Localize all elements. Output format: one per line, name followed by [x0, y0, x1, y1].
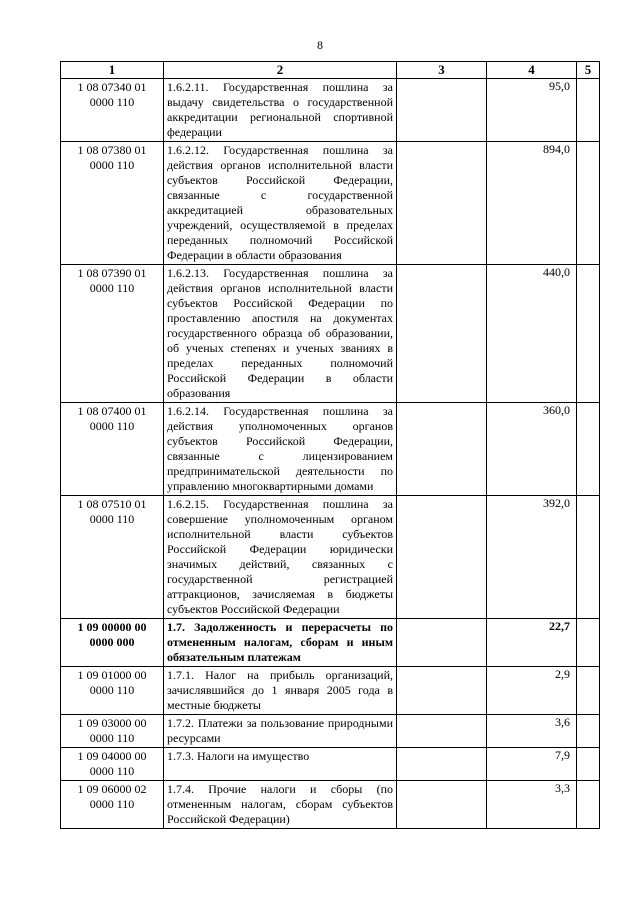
column-5-cell	[577, 619, 600, 667]
revenue-code-cell	[61, 781, 164, 829]
column-3-cell	[397, 142, 487, 265]
budget-revenue-table	[60, 61, 600, 829]
revenue-code-line: 0000 110	[89, 419, 135, 433]
amount-cell: 3,6	[487, 715, 577, 748]
revenue-description-cell: 1.6.2.11. Государственная пошлина за выдачу свидетельства о государственной аккредитации региональной спортивной федерации	[164, 79, 397, 142]
amount-cell: 360,0	[487, 403, 577, 496]
column-5-cell	[577, 79, 600, 142]
revenue-code-line: 1 08 07380 01	[77, 143, 147, 157]
table-row	[61, 748, 600, 781]
column-header: 5	[577, 62, 600, 79]
revenue-code-cell	[61, 748, 164, 781]
revenue-code-line: 1 08 07340 01	[77, 80, 147, 94]
amount-cell: 894,0	[487, 142, 577, 265]
table-row	[61, 79, 600, 142]
amount-cell: 3,3	[487, 781, 577, 829]
revenue-code-line: 1 08 07390 01	[77, 266, 147, 280]
revenue-code-cell	[61, 619, 164, 667]
amount-cell: 2,9	[487, 667, 577, 715]
column-header: 2	[164, 62, 397, 79]
revenue-code-line: 0000 000	[89, 635, 135, 649]
column-3-cell	[397, 667, 487, 715]
table-row	[61, 403, 600, 496]
column-5-cell	[577, 781, 600, 829]
table-row	[61, 667, 600, 715]
column-header: 4	[487, 62, 577, 79]
revenue-description-cell: 1.7.1. Налог на прибыль организаций, зачислявшийся до 1 января 2005 года в местные бюджеты	[164, 667, 397, 715]
revenue-description-cell: 1.6.2.13. Государственная пошлина за действия органов исполнительной власти субъектов Российской Федерации по проставлению апостиля на документах государственного образца об образовании, об ученых степенях и ученых званиях в пределах переданных полномочий Российской Федерации в области образования	[164, 265, 397, 403]
column-header: 1	[61, 62, 164, 79]
table-row	[61, 142, 600, 265]
revenue-description-cell: 1.7.4. Прочие налоги и сборы (по отмененным налогам, сборам субъектов Российской Федерации)	[164, 781, 397, 829]
revenue-code-line: 0000 110	[89, 512, 135, 526]
table-row	[61, 265, 600, 403]
revenue-code-line: 1 09 04000 00	[77, 749, 147, 763]
column-3-cell	[397, 265, 487, 403]
column-5-cell	[577, 667, 600, 715]
revenue-code-line: 0000 110	[89, 158, 135, 172]
amount-cell: 7,9	[487, 748, 577, 781]
revenue-code-cell	[61, 265, 164, 403]
revenue-code-line: 0000 110	[89, 731, 135, 745]
column-header: 3	[397, 62, 487, 79]
column-3-cell	[397, 403, 487, 496]
column-5-cell	[577, 142, 600, 265]
revenue-code-line: 0000 110	[89, 764, 135, 778]
revenue-code-line: 0000 110	[89, 95, 135, 109]
column-3-cell	[397, 79, 487, 142]
amount-cell: 95,0	[487, 79, 577, 142]
column-3-cell	[397, 781, 487, 829]
table-header-row	[61, 62, 600, 79]
amount-cell: 22,7	[487, 619, 577, 667]
amount-cell: 440,0	[487, 265, 577, 403]
revenue-code-line: 1 08 07400 01	[77, 404, 147, 418]
page-number: 8	[317, 38, 323, 52]
revenue-code-line: 1 08 07510 01	[77, 497, 147, 511]
revenue-code-cell	[61, 403, 164, 496]
revenue-code-cell	[61, 79, 164, 142]
revenue-code-line: 0000 110	[89, 281, 135, 295]
revenue-code-line: 1 09 01000 00	[77, 668, 147, 682]
revenue-description-cell: 1.6.2.15. Государственная пошлина за совершение уполномоченным органом исполнительной власти субъектов Российской Федерации юридически значимых действий, связанных с государственной регистрацией аттракционов, зачисляемая в бюджеты субъектов Российской Федерации	[164, 496, 397, 619]
revenue-code-line: 0000 110	[89, 683, 135, 697]
column-5-cell	[577, 715, 600, 748]
revenue-code-cell	[61, 715, 164, 748]
table-row	[61, 781, 600, 829]
revenue-description-cell: 1.7.3. Налоги на имущество	[164, 748, 397, 781]
column-3-cell	[397, 619, 487, 667]
revenue-code-line: 1 09 03000 00	[77, 716, 147, 730]
revenue-description-cell: 1.7.2. Платежи за пользование природными ресурсами	[164, 715, 397, 748]
revenue-description-cell: 1.6.2.14. Государственная пошлина за действия уполномоченных органов субъектов Российской Федерации, связанные с лицензированием предпринимательской деятельности по управлению многоквартирными домами	[164, 403, 397, 496]
revenue-description-cell: 1.7. Задолженность и перерасчеты по отмененным налогам, сборам и иным обязательным платежам	[164, 619, 397, 667]
amount-cell: 392,0	[487, 496, 577, 619]
column-5-cell	[577, 265, 600, 403]
revenue-code-line: 0000 110	[89, 797, 135, 811]
revenue-code-line: 1 09 00000 00	[77, 620, 147, 634]
revenue-code-line: 1 09 06000 02	[77, 782, 147, 796]
revenue-code-cell	[61, 142, 164, 265]
column-3-cell	[397, 748, 487, 781]
column-5-cell	[577, 748, 600, 781]
revenue-code-cell	[61, 667, 164, 715]
table-row	[61, 715, 600, 748]
table-row	[61, 496, 600, 619]
column-3-cell	[397, 496, 487, 619]
column-5-cell	[577, 403, 600, 496]
column-3-cell	[397, 715, 487, 748]
column-5-cell	[577, 496, 600, 619]
revenue-code-cell	[61, 496, 164, 619]
table-row	[61, 619, 600, 667]
revenue-description-cell: 1.6.2.12. Государственная пошлина за действия органов исполнительной власти субъектов Российской Федерации, связанные с государственной аккредитацией образовательных учреждений, осуществляемой в пределах переданных полномочий Российской Федерации в области образования	[164, 142, 397, 265]
